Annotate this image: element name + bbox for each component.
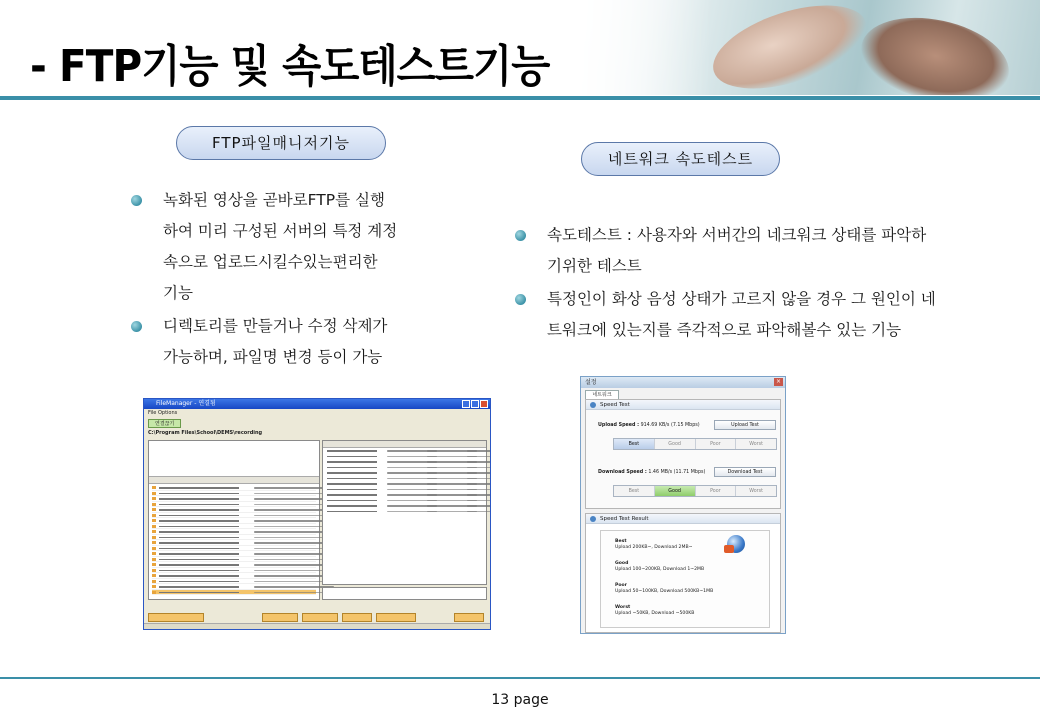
folder-tree xyxy=(149,441,319,477)
file-manager-titlebar: FileManager - 연결됨 xyxy=(144,399,490,409)
result-poor: Poor Upload 50~100KB, Download 500KB~1MB xyxy=(615,583,714,594)
tab-network: 네트워크 xyxy=(585,390,619,399)
speed-test-result-heading: Speed Test Result xyxy=(586,514,780,524)
settings-titlebar: 설정 × xyxy=(581,377,785,388)
list-item: 속도테스트 : 사용자와 서버간의 네크워크 상태를 파악하 기위한 테스트 xyxy=(515,220,965,282)
header-divider xyxy=(0,96,1040,100)
result-legend xyxy=(600,530,770,628)
remote-pane xyxy=(322,440,487,585)
bullet-icon xyxy=(131,195,142,206)
page-number: 13 page xyxy=(491,692,549,708)
upload-speed-readout: Upload Speed : 914.69 KB/s (7.15 Mbps) xyxy=(598,423,700,428)
minimize-icon xyxy=(462,400,470,408)
list-item: 녹화된 영상을 곧바로FTP를 실행 하여 미리 구성된 서버의 특정 계정 속으로 업로드시킬수있는편리한 기능 xyxy=(131,185,431,309)
result-best: Best Upload 200KB~, Download 2MB~ xyxy=(615,539,693,550)
network-globe-icon xyxy=(727,535,745,553)
rating-best: Best xyxy=(614,439,655,449)
bullet-icon xyxy=(515,294,526,305)
speed-test-result-panel xyxy=(585,513,781,633)
action-button xyxy=(342,613,372,622)
list-item: 특정인이 화상 음성 상태가 고르지 않을 경우 그 원인이 네 트워크에 있는지를 즉각적으로 파악해볼수 있는 기능 xyxy=(515,284,965,346)
file-manager-screenshot xyxy=(143,398,491,630)
close-icon: × xyxy=(775,378,782,385)
file-manager-statusbar xyxy=(144,623,490,629)
ftp-section-label: FTP파일매니저기능 xyxy=(176,126,386,160)
footer-divider xyxy=(0,677,1040,679)
disconnect-button: 연결끊기 xyxy=(148,419,181,428)
speed-test-screenshot xyxy=(580,376,786,634)
action-button xyxy=(376,613,416,622)
action-button xyxy=(454,613,484,622)
rating-poor: Poor xyxy=(696,439,737,449)
table-row xyxy=(152,590,316,596)
rating-best: Best xyxy=(614,486,655,496)
rating-poor: Poor xyxy=(696,486,737,496)
result-worst: Worst Upload ~50KB, Download ~500KB xyxy=(615,605,695,616)
close-icon xyxy=(480,400,488,408)
download-rating-bar xyxy=(613,485,777,497)
maximize-icon xyxy=(471,400,479,408)
upload-rating-bar xyxy=(613,438,777,450)
action-button xyxy=(262,613,298,622)
speed-test-heading: Speed Test xyxy=(586,400,780,410)
bullet-icon xyxy=(515,230,526,241)
speed-test-panel xyxy=(585,399,781,509)
speed-test-feature-list xyxy=(515,220,965,346)
local-file-list xyxy=(149,484,319,596)
result-good: Good Upload 100~200KB, Download 1~2MB xyxy=(615,561,705,572)
rating-good: Good xyxy=(655,486,696,496)
header-banner xyxy=(0,0,1040,100)
file-manager-action-bar xyxy=(148,613,486,622)
download-speed-readout: Download Speed : 1.46 MB/s (11.71 Mbps) xyxy=(598,470,706,475)
table-row xyxy=(323,509,486,515)
action-button xyxy=(302,613,338,622)
download-test-button: Download Test xyxy=(714,467,776,477)
list-item: 디렉토리를 만들거나 수정 삭제가 가능하며, 파일명 변경 등이 가능 xyxy=(131,311,431,373)
speed-test-section-label: 네트워크 속도테스트 xyxy=(581,142,780,176)
remote-list-header xyxy=(323,441,486,448)
local-pane xyxy=(148,440,320,600)
page-title: - FTP기능 및 속도테스트기능 xyxy=(30,41,550,92)
file-manager-toolbar xyxy=(144,417,490,429)
rating-worst: Worst xyxy=(736,486,776,496)
upload-test-button: Upload Test xyxy=(714,420,776,430)
rating-worst: Worst xyxy=(736,439,776,449)
ftp-feature-list xyxy=(131,185,431,373)
local-list-header xyxy=(149,477,319,484)
action-button xyxy=(148,613,204,622)
file-manager-path: C:\Program Files\School\DEMS\recording xyxy=(148,430,263,436)
rating-good: Good xyxy=(655,439,696,449)
bullet-icon xyxy=(131,321,142,332)
file-manager-menu: File Options xyxy=(148,410,178,416)
header-handshake-image xyxy=(570,0,1040,95)
transfer-log xyxy=(322,587,487,600)
